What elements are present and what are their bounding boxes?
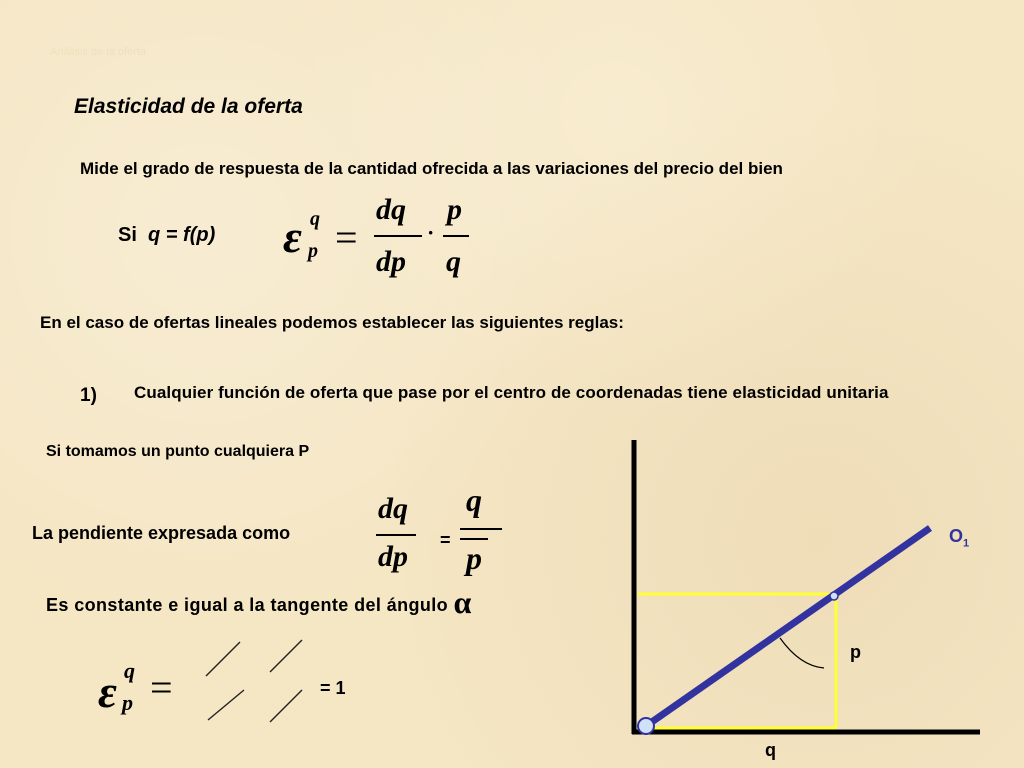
supply-curve-line xyxy=(646,528,930,726)
multiply-dot: · xyxy=(427,220,435,245)
slide-title: Elasticidad de la oferta xyxy=(74,95,303,118)
epsilon-subscript: p xyxy=(308,240,318,262)
result-epsilon-symbol: ε xyxy=(98,666,117,717)
point-p xyxy=(830,592,838,600)
slope-denominator-p: p xyxy=(466,540,482,576)
result-epsilon-superscript: q xyxy=(124,658,135,683)
rule-number: 1) xyxy=(80,385,97,406)
result-value: = 1 xyxy=(320,678,346,698)
condition-expr: q = f(p) xyxy=(148,224,216,246)
fraction-numerator-p: p xyxy=(447,193,462,226)
slope-denominator-dp: dp xyxy=(378,540,408,573)
cancel-stroke xyxy=(270,640,302,672)
supply-curve-label-letter: O xyxy=(949,526,964,546)
graph-q-label: q xyxy=(765,740,776,760)
definition-text: Mide el grado de respuesta de la cantidad ofrecida a las variaciones del precio del bien xyxy=(80,159,783,178)
cancel-stroke xyxy=(270,690,302,722)
result-epsilon-subscript: p xyxy=(122,690,133,715)
fraction-bar xyxy=(374,235,422,237)
rule-text: Cualquier función de oferta que pase por el centro de coordenadas tiene elasticidad unitaria xyxy=(134,383,889,402)
cancelled-fraction-strokes xyxy=(190,630,320,730)
slope-fraction-bar-2 xyxy=(460,528,502,530)
formula-equals: = xyxy=(335,215,358,260)
cancel-stroke xyxy=(206,642,240,676)
intro-text: En el caso de ofertas lineales podemos establecer las siguientes reglas: xyxy=(40,313,624,332)
slope-equals: = xyxy=(440,530,451,550)
point-text-prefix: Si tomamos un punto cualquiera xyxy=(46,443,299,460)
origin-point xyxy=(638,718,654,734)
point-name: P xyxy=(298,443,310,460)
result-equals: = xyxy=(150,665,173,710)
constant-text xyxy=(46,584,472,621)
slope-numerator-q: q xyxy=(466,482,482,518)
formula-condition xyxy=(118,224,215,247)
point-text xyxy=(46,443,309,461)
fraction-denominator-dp: dp xyxy=(376,245,406,278)
supply-graph xyxy=(600,430,1024,768)
condition-prefix: Si xyxy=(118,224,137,246)
slope-fraction-bar xyxy=(376,534,416,536)
constant-text-label: Es constante e igual a la tangente del ángulo xyxy=(46,595,449,615)
graph-p-label: p xyxy=(850,642,861,662)
fraction-denominator-q: q xyxy=(446,245,461,278)
angle-alpha-arc xyxy=(780,638,824,668)
epsilon-symbol: ε xyxy=(283,211,302,262)
epsilon-superscript: q xyxy=(310,208,320,230)
fraction-bar xyxy=(443,235,469,237)
slope-text: La pendiente expresada como xyxy=(32,523,291,543)
fraction-numerator-dq: dq xyxy=(376,193,406,226)
supply-curve-label xyxy=(949,526,969,550)
slope-numerator-dq: dq xyxy=(378,492,408,525)
cancel-stroke xyxy=(208,690,244,720)
slide-header: Análisis de la oferta xyxy=(50,46,146,58)
alpha-symbol: α xyxy=(453,584,472,620)
supply-curve-label-sub: 1 xyxy=(963,537,970,550)
